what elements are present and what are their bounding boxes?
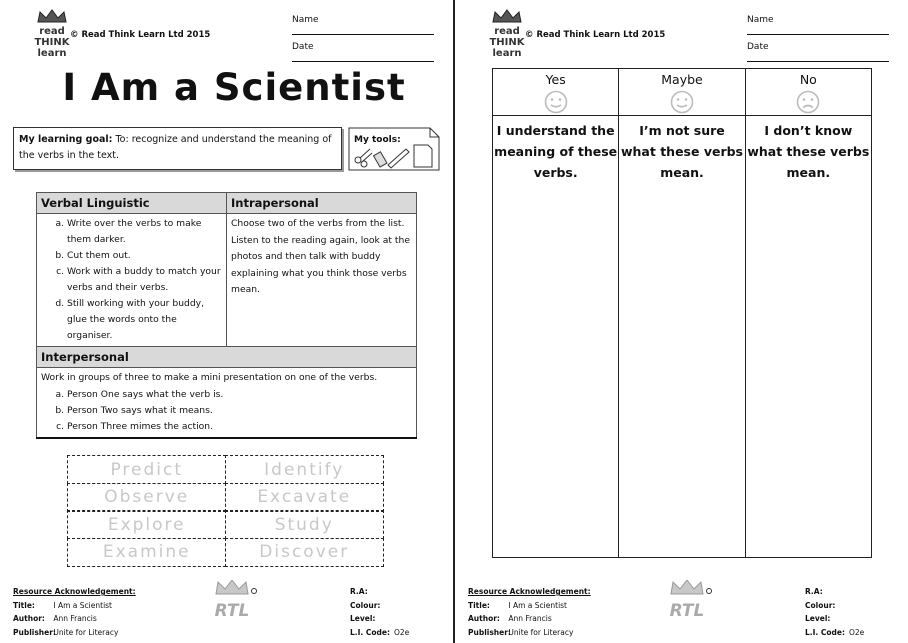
list-item: c. Work with a buddy to match your verbs and their verbs. [67, 264, 222, 296]
ack-publisher: Unite for Literacy [53, 627, 119, 637]
sad-face-icon [796, 90, 820, 114]
ack-title: I Am a Scientist [53, 600, 112, 610]
ack-title-label: Title: [468, 600, 490, 610]
no-label: No [799, 72, 817, 87]
resource-acknowledgement [13, 585, 136, 639]
yes-column-head [493, 69, 619, 116]
ack-author: Ann Francis [53, 614, 97, 623]
page-title: I Am a Scientist [62, 66, 406, 109]
interpersonal-heading: Interpersonal [37, 347, 417, 368]
ack-heading: Resource Acknowledgement: [13, 587, 136, 596]
date-field[interactable] [292, 42, 453, 65]
verbal-linguistic-heading: Verbal Linguistic [37, 193, 227, 214]
svg-text:read: read [494, 26, 520, 37]
svg-text:read: read [39, 26, 65, 37]
ack-publisher: Unite for Literacy [508, 627, 574, 637]
intrapersonal-heading: Intrapersonal [227, 193, 417, 214]
ack-author: Ann Francis [508, 614, 552, 623]
rtl-logo [665, 580, 715, 622]
ra-label: R.A: [350, 587, 368, 596]
svg-text:THINK: THINK [34, 37, 70, 48]
name-label: Name [747, 15, 774, 25]
li-code: O2e [849, 627, 865, 637]
no-column-body[interactable]: I don’t know what these verbs mean. [745, 116, 871, 558]
ack-title: I Am a Scientist [508, 600, 567, 610]
verbal-linguistic-cell [37, 214, 227, 347]
rtl-logo [210, 580, 260, 622]
copyright-text: © Read Think Learn Ltd 2015 [525, 30, 666, 40]
tools-label: My tools: [354, 135, 401, 145]
ack-author-label: Author: [13, 614, 45, 623]
list-item: b. Person Two says what it means. [67, 403, 412, 419]
learning-goal-label: My learning goal: [19, 134, 113, 145]
maybe-label: Maybe [661, 72, 703, 87]
word-card[interactable]: Study [225, 510, 384, 539]
read-think-learn-logo [487, 8, 527, 62]
ack-heading: Resource Acknowledgement: [468, 587, 591, 596]
date-label: Date [292, 42, 314, 52]
li-code-label: L.I. Code: [805, 627, 845, 637]
ack-title-label: Title: [13, 600, 35, 610]
li-code-label: L.I. Code: [350, 627, 390, 637]
word-card[interactable]: Discover [225, 538, 384, 567]
copyright-text: © Read Think Learn Ltd 2015 [70, 30, 211, 40]
ack-publisher-label: Publisher: [468, 627, 511, 637]
word-card[interactable]: Observe [67, 483, 226, 512]
list-item: d. Still working with your buddy, glue the words onto the organiser. [67, 296, 222, 344]
ra-block [350, 585, 409, 639]
read-think-learn-logo [32, 8, 72, 62]
word-card[interactable]: Examine [67, 538, 226, 567]
ra-block [805, 585, 864, 639]
word-card[interactable]: Excavate [225, 483, 384, 512]
svg-text:learn: learn [37, 48, 67, 59]
intrapersonal-line1: Choose two of the verbs from the list. [231, 218, 405, 229]
no-column-head [745, 69, 871, 116]
smiley-face-icon [544, 90, 568, 114]
learning-goal-text: To: recognize and understand the meaning of the verbs in the text. [19, 134, 332, 161]
svg-text:learn: learn [492, 48, 522, 59]
name-field[interactable] [292, 15, 453, 38]
list-item: c. Person Three mimes the action. [67, 419, 412, 435]
svg-text:RTL: RTL [214, 601, 250, 621]
level-label: Level: [805, 614, 831, 623]
intrapersonal-cell [227, 214, 417, 347]
list-item: a. Person One says what the verb is. [67, 387, 412, 403]
understanding-chart [492, 68, 872, 558]
yes-label: Yes [545, 72, 566, 87]
name-field[interactable] [747, 15, 908, 38]
learning-goal-box [13, 127, 342, 170]
date-label: Date [747, 42, 769, 52]
verb-cutout-grid [68, 456, 383, 566]
word-card[interactable]: Predict [67, 455, 226, 484]
activities-table [36, 192, 417, 439]
level-label: Level: [350, 614, 376, 623]
tools-icons [348, 127, 440, 171]
resource-acknowledgement [468, 585, 591, 639]
interpersonal-cell [37, 368, 417, 438]
colour-label: Colour: [350, 600, 381, 610]
tools-box [348, 127, 440, 171]
list-item: a. Write over the verbs to make them darker. [67, 216, 222, 248]
maybe-column-head [619, 69, 745, 116]
word-card[interactable]: Explore [67, 510, 226, 539]
smiley-face-icon [670, 90, 694, 114]
date-field[interactable] [747, 42, 908, 65]
name-label: Name [292, 15, 319, 25]
li-code: O2e [394, 627, 410, 637]
svg-text:THINK: THINK [489, 37, 525, 48]
maybe-column-body[interactable]: I’m not sure what these verbs mean. [619, 116, 745, 558]
svg-text:RTL: RTL [669, 601, 705, 621]
self-assessment-page [455, 0, 908, 643]
ack-publisher-label: Publisher: [13, 627, 56, 637]
ack-author-label: Author: [468, 614, 500, 623]
yes-column-body[interactable]: I understand the meaning of these verbs. [493, 116, 619, 558]
worksheet-page [0, 0, 453, 643]
ra-label: R.A: [805, 587, 823, 596]
interpersonal-intro: Work in groups of three to make a mini presentation on one of the verbs. [41, 372, 378, 383]
paper-icon [414, 145, 432, 167]
list-item: b. Cut them out. [67, 248, 222, 264]
intrapersonal-line2: Listen to the reading again, look at the photos and then talk with buddy explaining what you think those verbs mean. [231, 234, 410, 295]
word-card[interactable]: Identify [225, 455, 384, 484]
colour-label: Colour: [805, 600, 836, 610]
